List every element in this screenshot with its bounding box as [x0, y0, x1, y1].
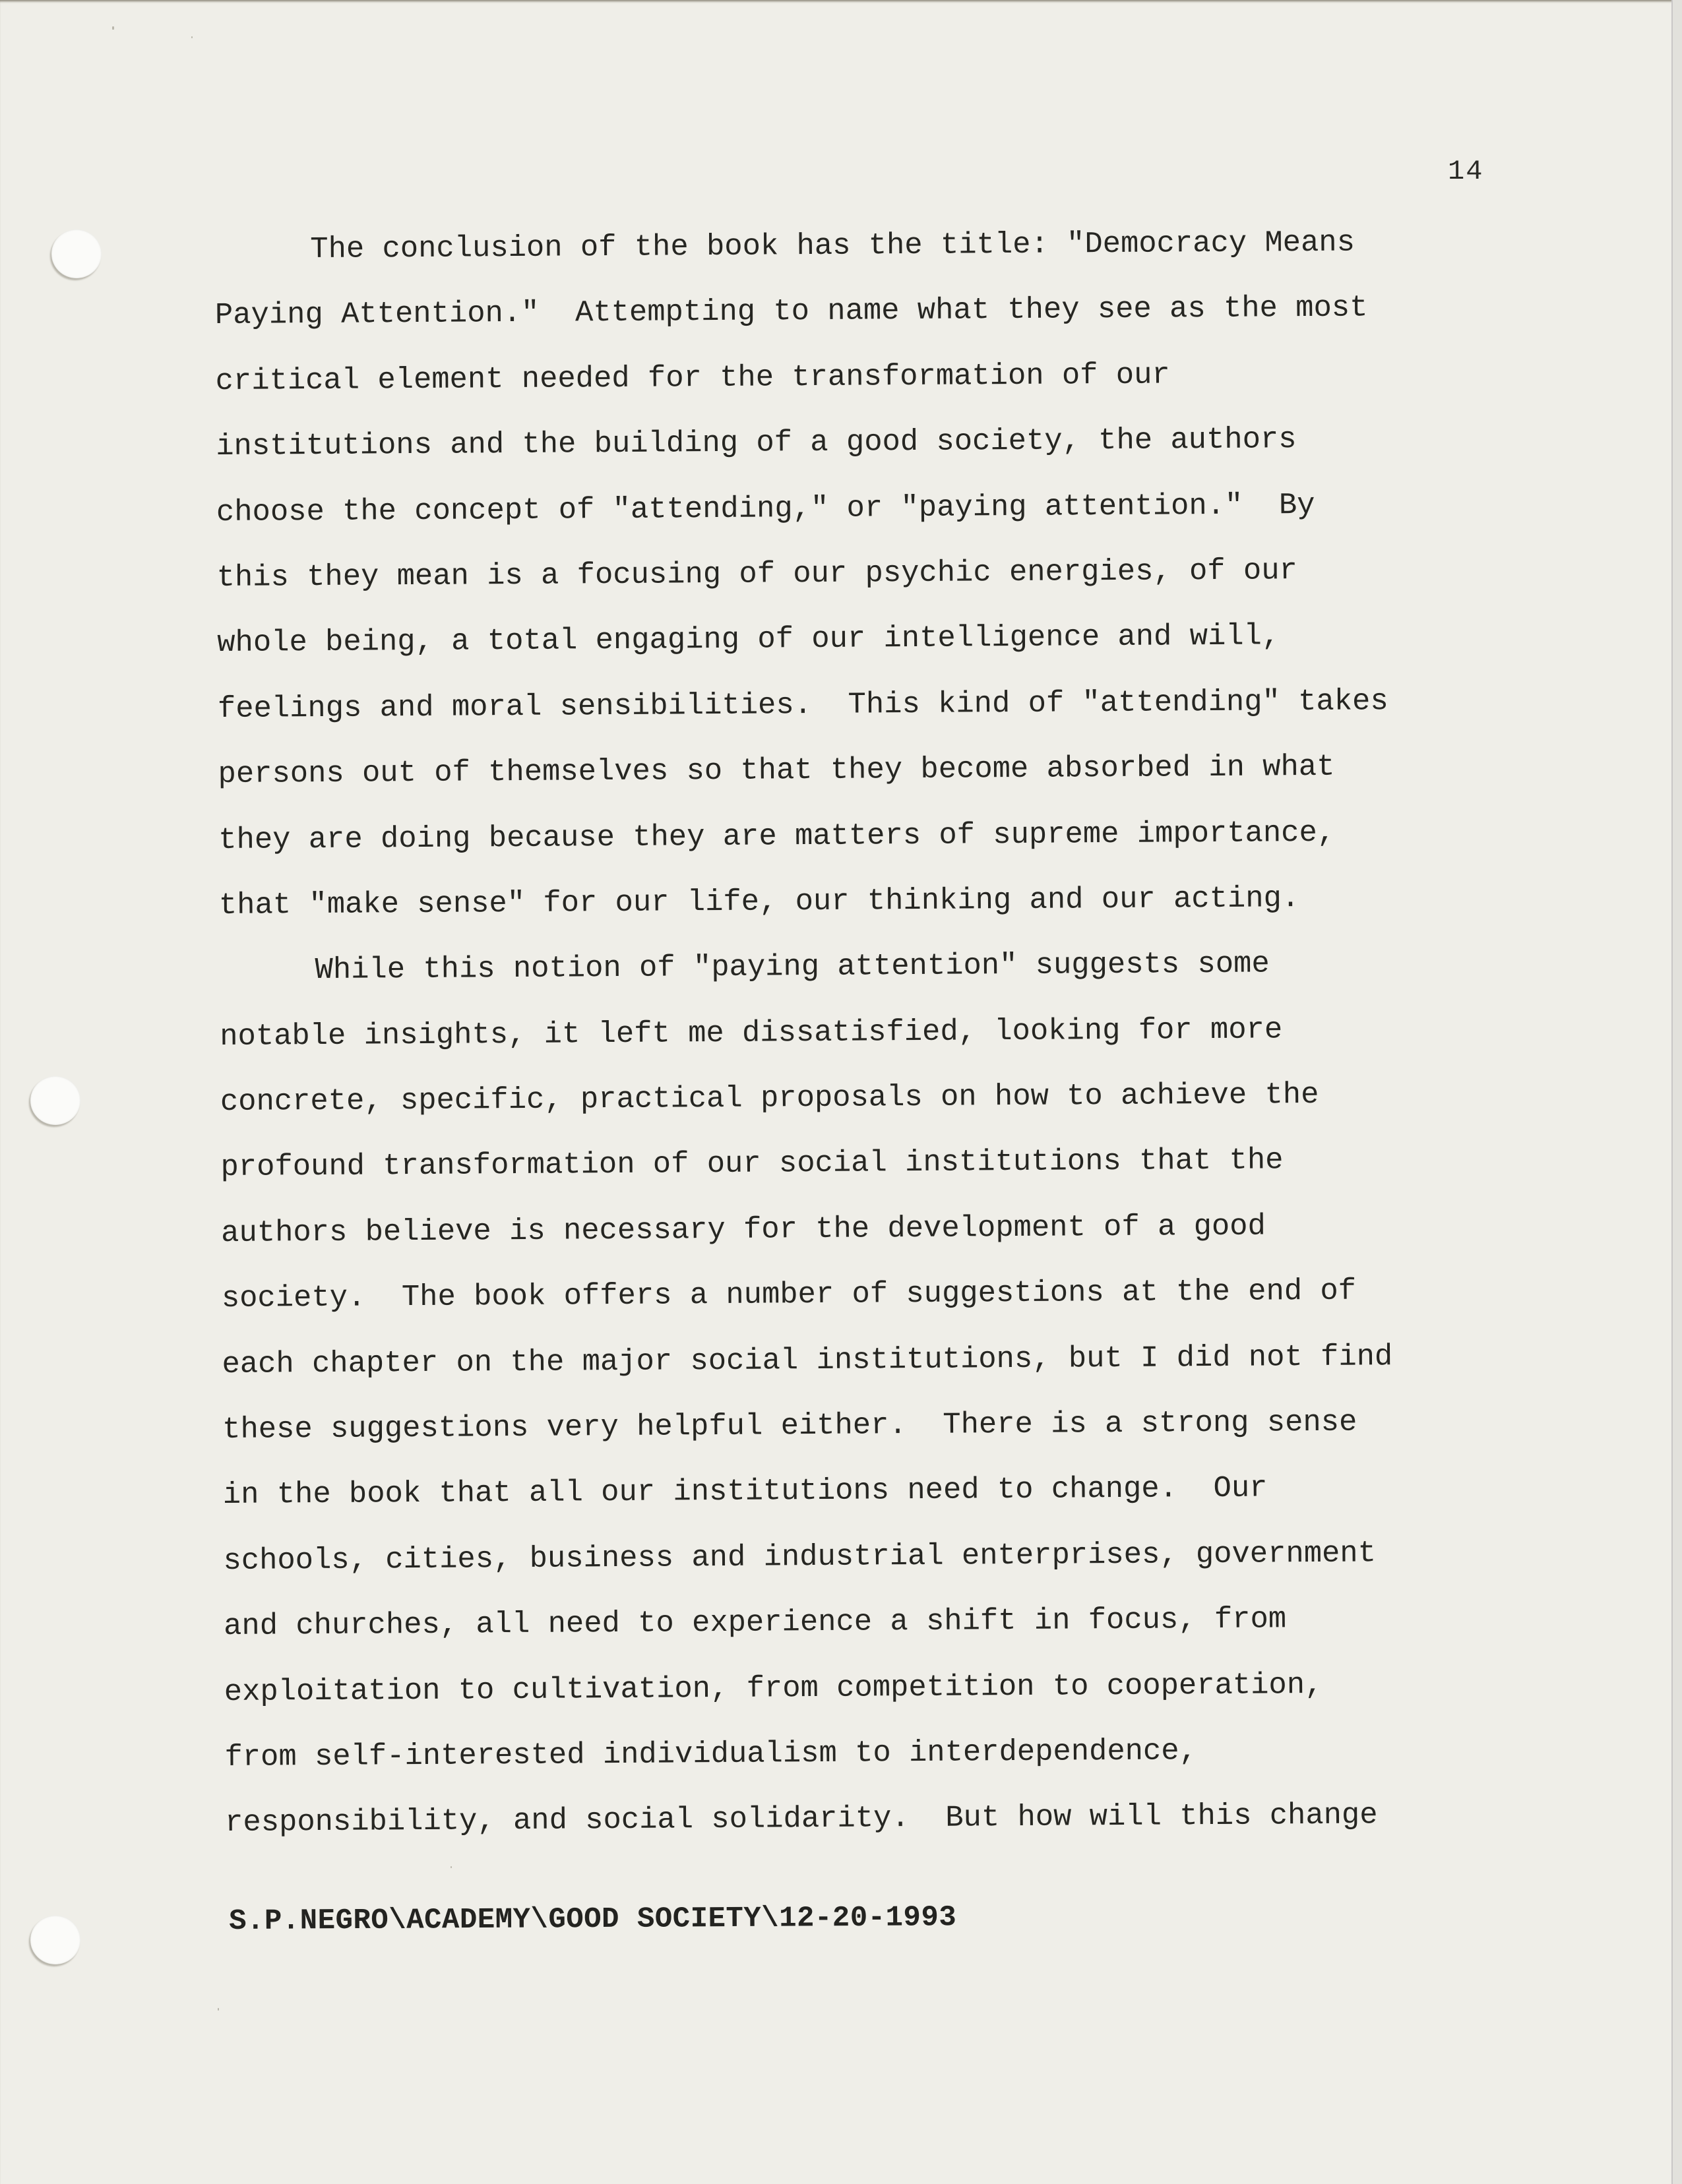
text-line: from self-interested individualism to interdependence,	[224, 1734, 1198, 1774]
paper-speck	[191, 36, 193, 38]
text-line: in the book that all our institutions need to change. Our	[222, 1471, 1268, 1513]
paper-speck	[451, 1866, 452, 1868]
paper-speck	[112, 26, 114, 30]
text-line: each chapter on the major social institutions, but I did not find	[222, 1339, 1393, 1381]
text-line: and churches, all need to experience a shift in focus, from	[223, 1602, 1287, 1644]
text-line: this they mean is a focusing of our psychic energies, of our	[216, 553, 1298, 595]
paragraph-1	[214, 209, 1525, 938]
text-line: profound transformation of our social institutions that the	[220, 1143, 1284, 1185]
page-number: 14	[1448, 156, 1484, 187]
text-line: feelings and moral sensibilities. This kind of "attending" takes	[217, 683, 1388, 726]
text-line: these suggestions very helpful either. There is a strong sense	[222, 1405, 1357, 1447]
text-line: exploitation to cultivation, from competition to cooperation,	[224, 1667, 1323, 1709]
text-line: The conclusion of the book has the title: "Democracy Means	[310, 225, 1355, 267]
paragraph-2	[219, 930, 1531, 1856]
text-line: notable insights, it left me dissatisfied, looking for more	[220, 1012, 1283, 1054]
paper-speck	[218, 2008, 219, 2011]
text-line: While this notion of "paying attention" suggests some	[315, 946, 1270, 988]
text-line: choose the concept of "attending," or "paying attention." By	[216, 487, 1315, 530]
scan-edge	[1671, 0, 1682, 2184]
text-line: authors believe is necessary for the development of a good	[221, 1209, 1266, 1250]
text-line: Paying Attention." Attempting to name what they see as the most	[214, 290, 1368, 333]
text-line: society. The book offers a number of suggestions at the end of	[221, 1273, 1357, 1316]
text-line: persons out of themselves so that they become absorbed in what	[218, 749, 1335, 792]
punch-hole-middle	[30, 1076, 80, 1125]
punch-hole-bottom	[30, 1916, 80, 1964]
text-line: that "make sense" for our life, our thinking and our acting.	[218, 881, 1300, 923]
body-text	[214, 209, 1531, 1856]
text-line: schools, cities, business and industrial enterprises, government	[223, 1536, 1377, 1578]
punch-hole-top	[51, 229, 102, 278]
text-line: critical element needed for the transformation of our	[215, 357, 1170, 398]
footer-file-path: S.P.NEGRO\ACADEMY\GOOD SOCIETY\12-20-1993	[229, 1901, 957, 1938]
text-line: whole being, a total engaging of our intelligence and will,	[217, 619, 1280, 661]
text-line: institutions and the building of a good society, the authors	[216, 422, 1297, 464]
text-line: they are doing because they are matters of supreme importance,	[218, 815, 1336, 857]
text-line: responsibility, and social solidarity. But how will this change	[224, 1798, 1378, 1840]
text-line: concrete, specific, practical proposals on how to achieve the	[220, 1077, 1319, 1120]
